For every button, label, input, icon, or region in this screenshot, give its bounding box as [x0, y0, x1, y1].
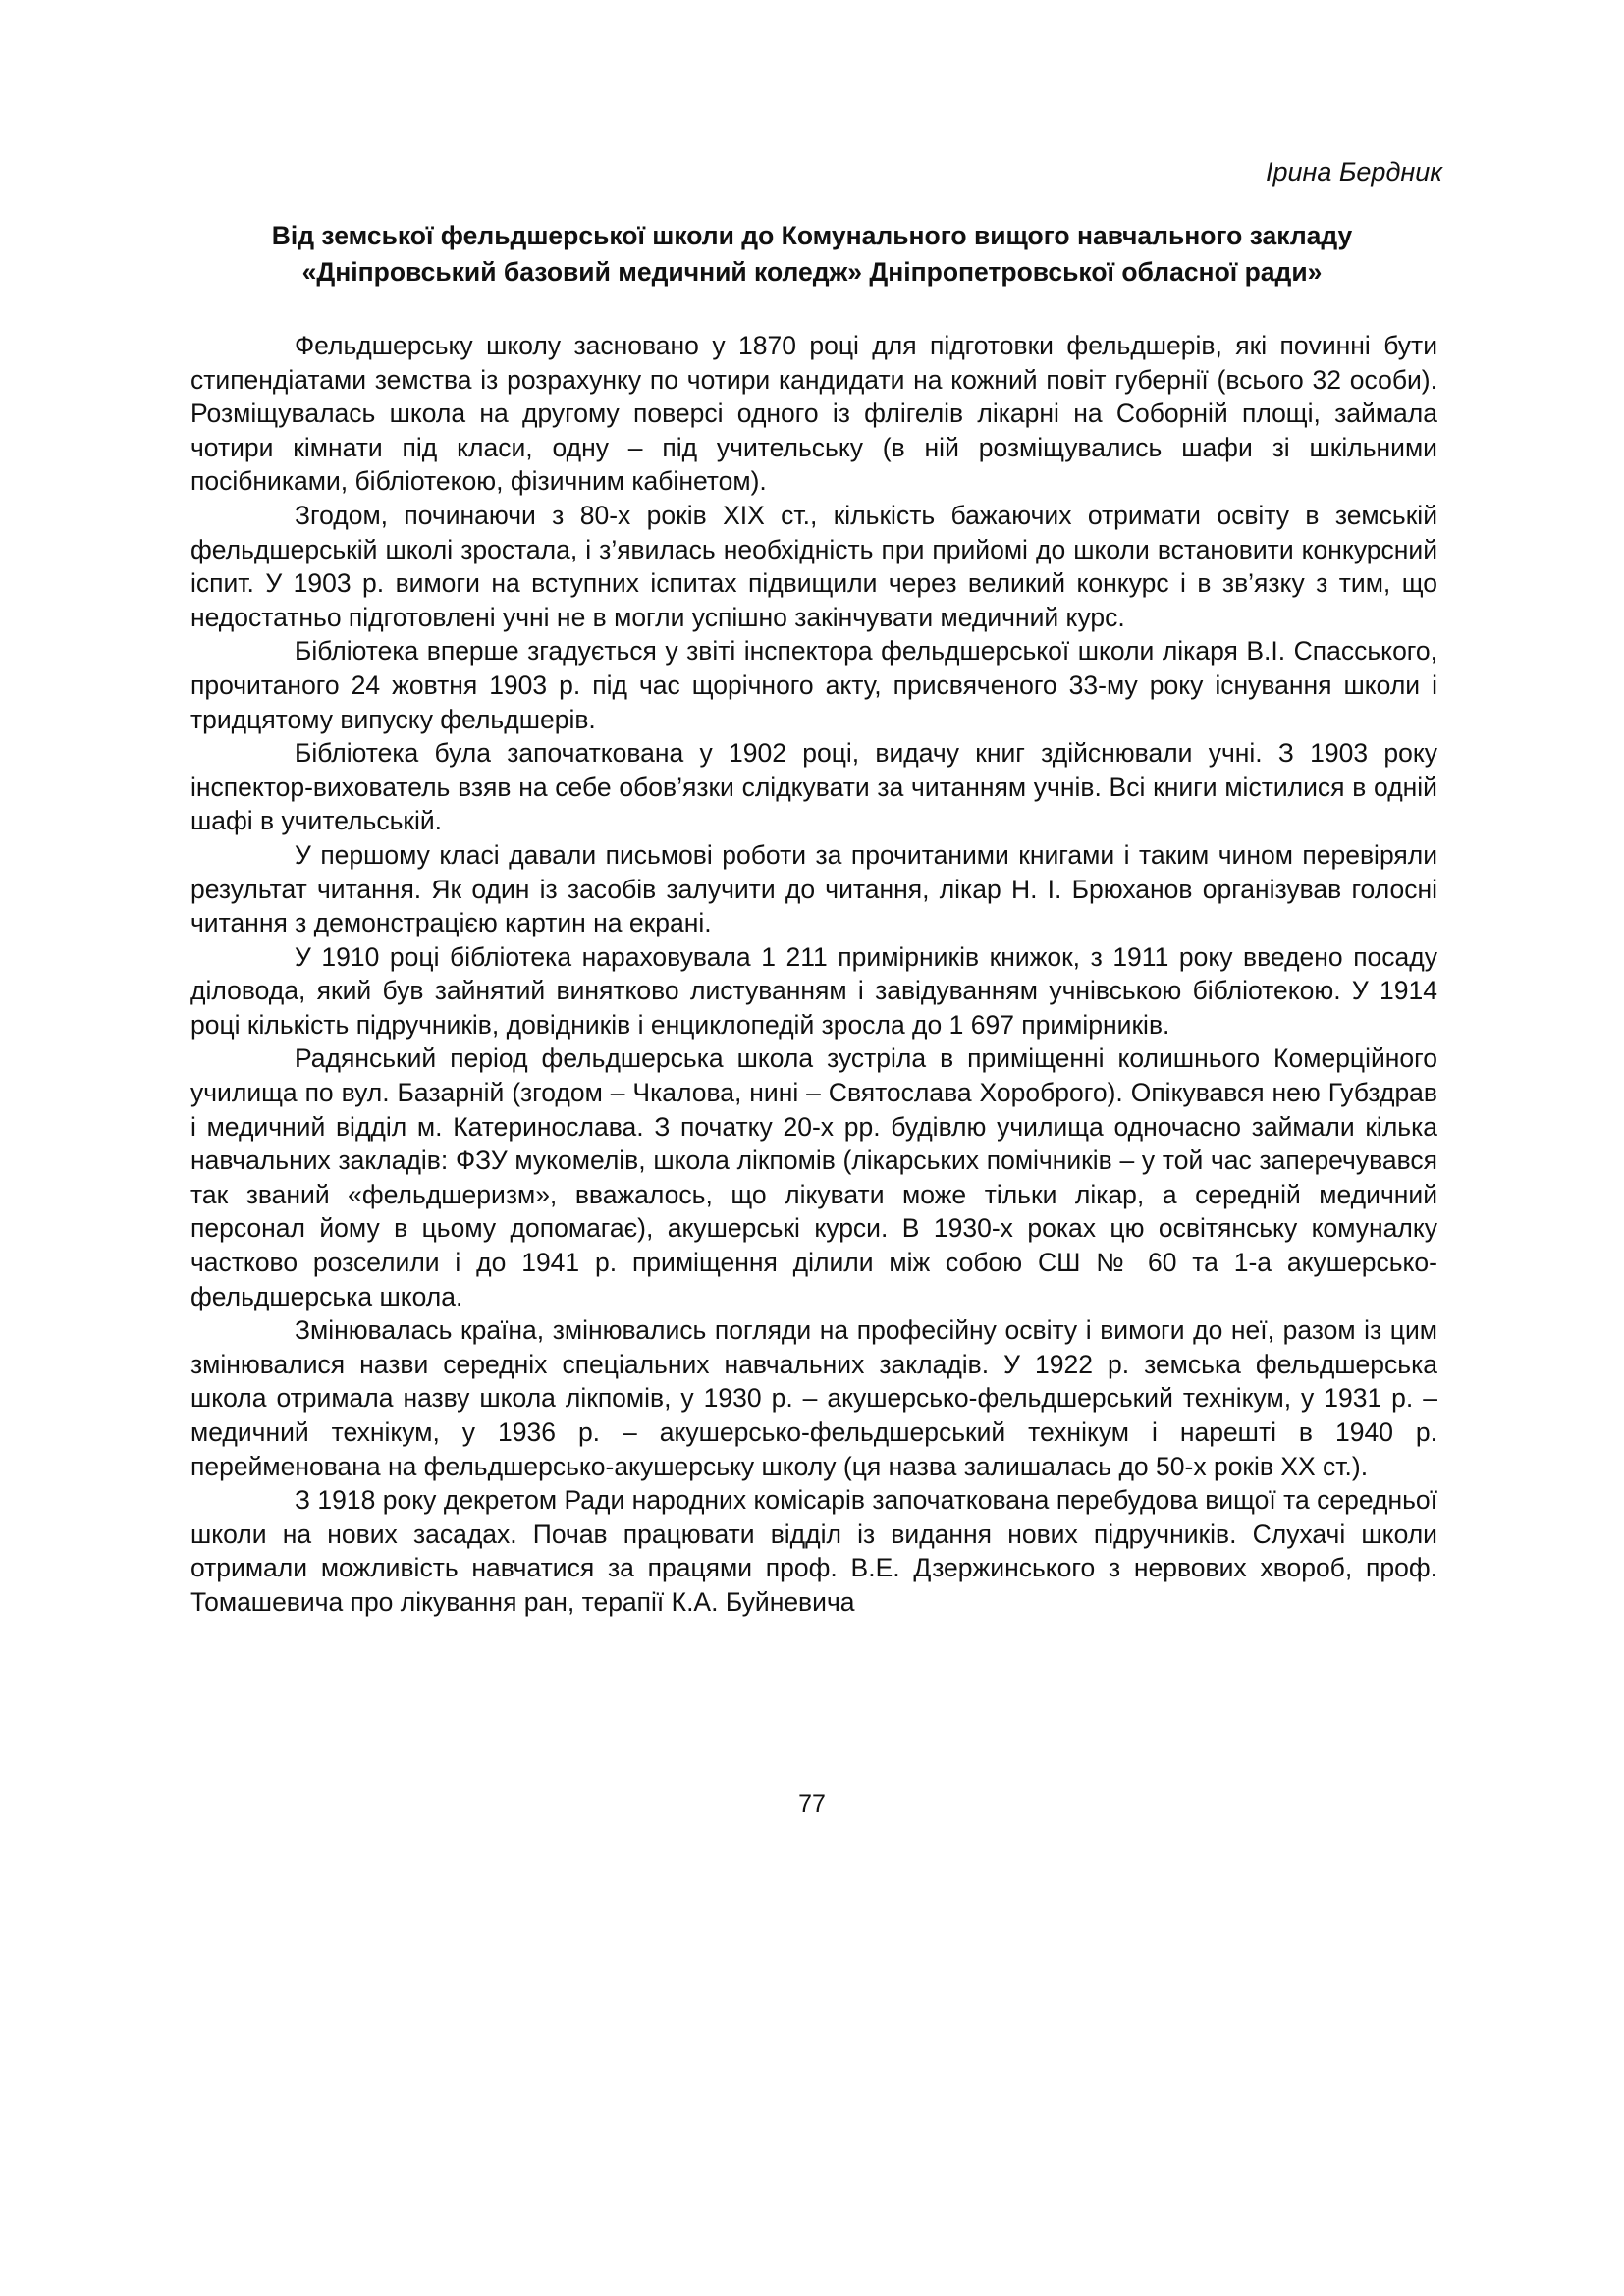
- title-line-2: «Дніпровський базовий медичний коледж» Дніпропетровської обласної ради»: [301, 257, 1323, 287]
- article-body: [190, 329, 1437, 1620]
- paragraph: Змінювалась країна, змінювались погляди на професійну освіту і вимоги до неї, разом із цим змінювалися назви середніх спеціальних навчальних закладів. У 1922 р. земська фельдшерська школа отримала назву школа лікпомів, у 1930 р. – акушерсько-фельдшерський технікум, у 1931 р. – медичний технікум, у 1936 р. – акушерсько-фельдшерський технікум і нарешті в 1940 р. перейменована на фельдшерсько-акушерську школу (ця назва залишалась до 50-х років XX ст.).: [190, 1315, 1437, 1481]
- paragraph: Бібліотека вперше згадується у звіті інспектора фельдшерської школи лікаря В.І. Спасського, прочитаного 24 жовтня 1903 р. під час щорічного акту, присвяченого 33-му року існування школи і тридцятому випуску фельдшерів.: [190, 636, 1437, 734]
- paragraph: З 1918 року декретом Ради народних комісарів започаткована перебудова вищої та середньої школи на нових засадах. Почав працювати відділ із видання нових підручників. Слухачі школи отримали можливість навчатися за працями проф. В.Е. Дзержинського з нервових хвороб, проф. Томашевича про лікування ран, терапії К.А. Буйневича: [190, 1485, 1437, 1617]
- paragraph: Радянський період фельдшерська школа зустріла в приміщенні колишнього Комерційного училища по вул. Базарній (згодом – Чкалова, нині – Святослава Хороброго). Опікувався нею Губздрав і медичний відділ м. Катеринослава. З початку 20-х рр. будівлю училища одночасно займали кілька навчальних закладів: ФЗУ мукомелів, школа лікпомів (лікарських помічників – у той час заперечувався так званий «фельдшеризм», вважалось, що лікувати може тільки лікар, а середній медичний персонал йому в цьому допомагає), акушерські курси. В 1930-х роках цю освітянську комуналку частково розселили і до 1941 р. приміщення ділили між собою СШ № 60 та 1-а акушерсько-фельдшерська школа.: [190, 1043, 1437, 1311]
- paragraph: У 1910 році бібліотека нараховувала 1 211 примірників книжок, з 1911 року введено посаду діловода, який був зайнятий винятково листуванням і завідуванням учнівською бібліотекою. У 1914 році кількість підручників, довідників і енциклопедій зросла до 1 697 примірників.: [190, 941, 1437, 1040]
- paragraph: Фельдшерську школу засновано у 1870 році для підготовки фельдшерів, які поvинні бути стипендіатами земства із розрахунку по чотири кандидати на кожний повіт губернії (всього 32 особи). Розміщувалась школа на другому поверсі одного із флігелів лікарні на Соборній площі, займала чотири кімнати під класи, одну – під учительську (в ній розміщувались шафи зі шкільними посібниками, бібліотекою, фізичним кабінетом).: [190, 331, 1437, 497]
- author-name: Ірина Бердник: [1265, 157, 1442, 187]
- page-number: 77: [798, 1790, 826, 1818]
- paragraph: У першому класі давали письмові роботи за прочитаними книгами і таким чином перевіряли результат читання. Як один із засобів залучити до читання, лікар Н. І. Брюханов організував голосні читання з демонстрацією картин на екрані.: [190, 839, 1437, 938]
- article-title: [187, 218, 1437, 291]
- title-line-1: Від земської фельдшерської школи до Комунального вищого навчального закладу: [271, 221, 1353, 250]
- paragraph: Згодом, починаючи з 80-х років XIX ст., кількість бажаючих отримати освіту в земській фельдшерській школі зростала, і з’явилась необхідність при прийомі до школи встановити конкурсний іспит. У 1903 р. вимоги на вступних іспитах підвищили через великий конкурс і в зв’язку з тим, що недостатньо підготовлені учні не в могли успішно закінчувати медичний курс.: [190, 500, 1437, 632]
- paragraph: Бібліотека була започаткована у 1902 році, видачу книг здійснювали учні. З 1903 року інспектор-вихователь взяв на себе обов’язки слідкувати за читанням учнів. Всі книги містилися в одній шафі в учительській.: [190, 738, 1437, 836]
